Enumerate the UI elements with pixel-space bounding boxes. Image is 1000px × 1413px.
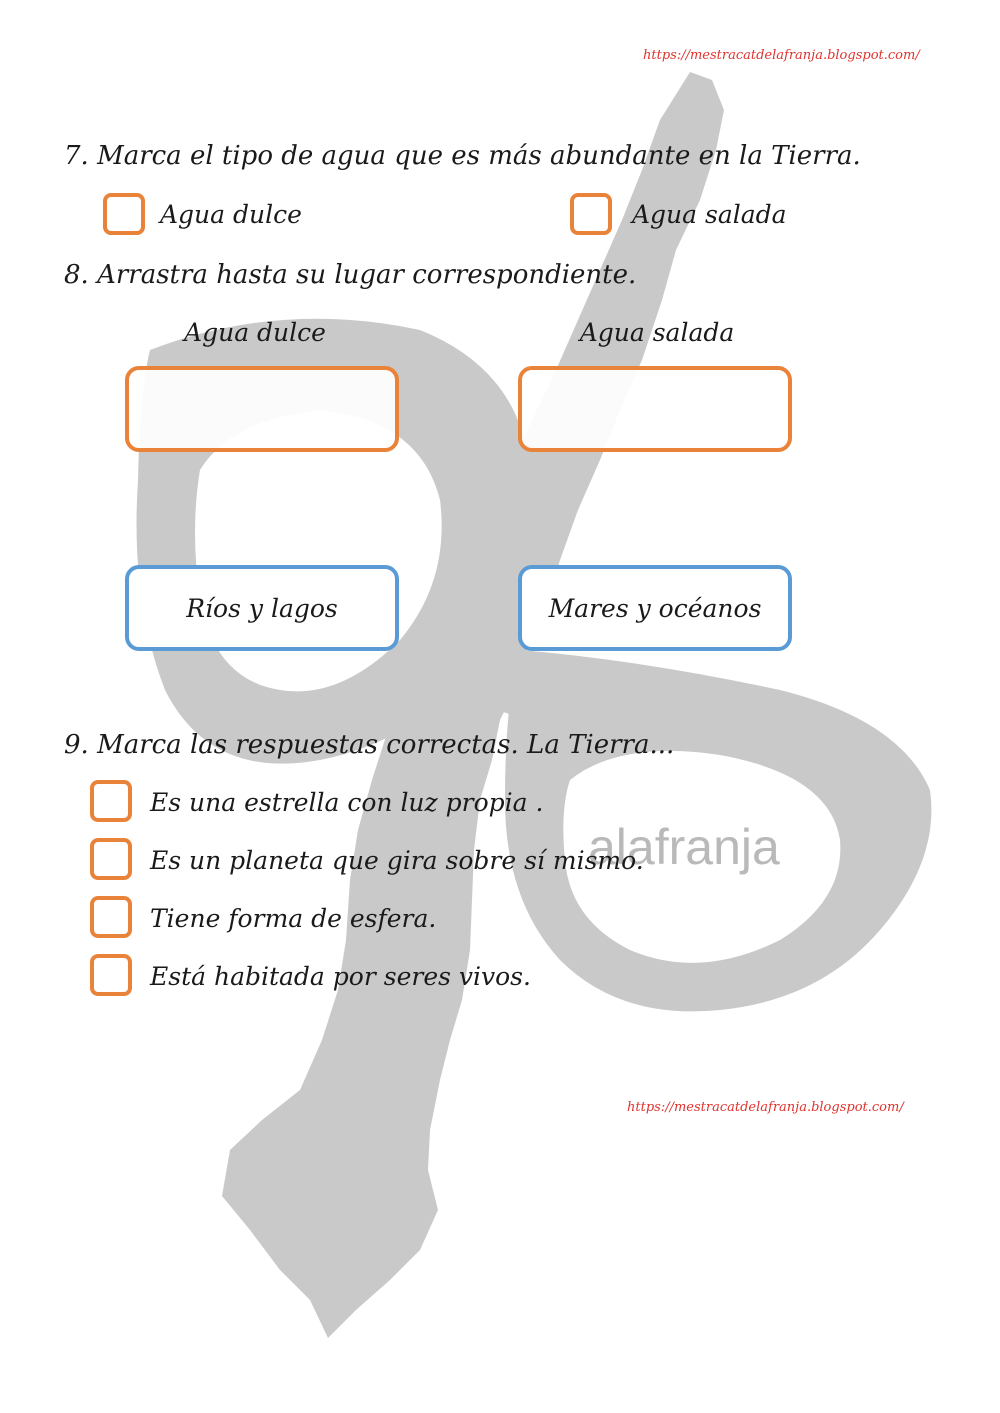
- q9-option-2-checkbox[interactable]: [90, 838, 132, 880]
- q7-option-2-label: Agua salada: [632, 200, 787, 229]
- zone-title-fresh: Agua dulce: [184, 318, 326, 347]
- q9-option-2-label: Es un planeta que gira sobre sí mismo.: [150, 846, 644, 875]
- q9-option-1-label: Es una estrella con luz propia .: [150, 788, 544, 817]
- q9-option-1-checkbox[interactable]: [90, 780, 132, 822]
- question-9: 9. Marca las respuestas correctas. La Tierra...: [64, 730, 675, 760]
- header-url[interactable]: https://mestracatdelafranja.blogspot.com/: [643, 48, 920, 63]
- question-7: 7. Marca el tipo de agua que es más abundante en la Tierra.: [64, 141, 861, 171]
- q9-option-3-label: Tiene forma de esfera.: [150, 904, 437, 933]
- question-8: 8. Arrastra hasta su lugar correspondiente.: [64, 260, 637, 290]
- q9-option-4-checkbox[interactable]: [90, 954, 132, 996]
- drop-zone-salt-water[interactable]: [518, 366, 792, 452]
- q9-option-4-label: Está habitada por seres vivos.: [150, 962, 531, 991]
- drop-zone-fresh-water[interactable]: [125, 366, 399, 452]
- footer-url[interactable]: https://mestracatdelafranja.blogspot.com/: [627, 1100, 904, 1115]
- q9-option-3-checkbox[interactable]: [90, 896, 132, 938]
- q7-option-2-checkbox[interactable]: [570, 193, 612, 235]
- drag-card-seas-oceans[interactable]: Mares y océanos: [518, 565, 792, 651]
- q7-option-1-checkbox[interactable]: [103, 193, 145, 235]
- zone-title-salt: Agua salada: [579, 318, 735, 347]
- drag-card-rivers-lakes[interactable]: Ríos y lagos: [125, 565, 399, 651]
- watermark-text: alafranja: [588, 819, 780, 875]
- q7-option-1-label: Agua dulce: [160, 200, 302, 229]
